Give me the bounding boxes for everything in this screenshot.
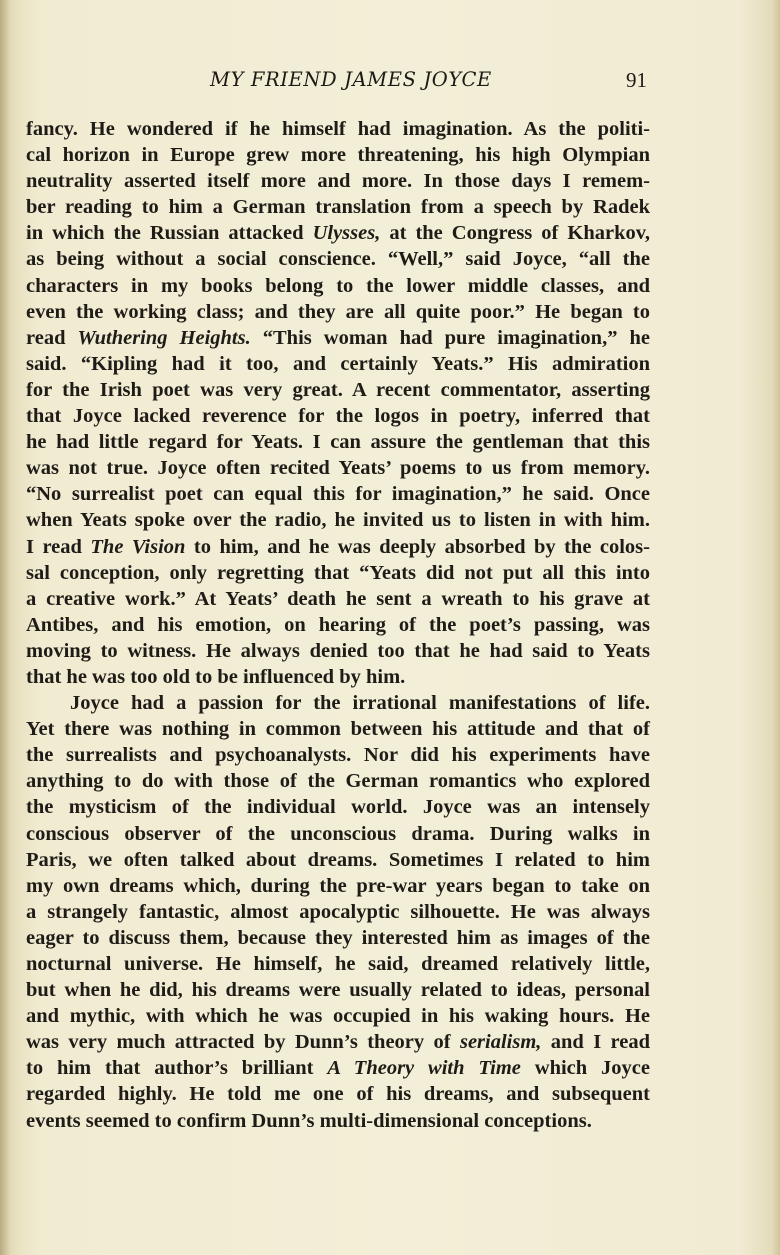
running-head: MY FRIEND JAMES JOYCE [210, 68, 492, 91]
italic-title: A Theory with Time [327, 1057, 521, 1080]
text-line: I read The Vision to him, and he was deeply absorbed by the colos- [26, 535, 650, 558]
text-line: my own dreams which, during the pre-war years began to take on [26, 874, 650, 897]
text-line: he had little regard for Yeats. I can assure the gentleman that this [26, 431, 650, 454]
text-line: even the working class; and they are all quite poor.” He began to [26, 300, 650, 323]
text-line: a strangely fantastic, almost apocalyptic silhouette. He was always [26, 900, 650, 923]
text-line: as being without a social conscience. “Well,” said Joyce, “all the [26, 248, 650, 271]
text-line: characters in my books belong to the lower middle classes, and [26, 274, 650, 297]
italic-title: Ulysses, [312, 222, 381, 245]
text-line: was not true. Joyce often recited Yeats’ poems to us from memory. [26, 457, 650, 480]
text-line: nocturnal universe. He himself, he said, dreamed relatively little, [26, 953, 650, 975]
italic-title: The Vision [90, 535, 186, 558]
gutter-shadow [0, 0, 10, 1255]
text-line: was very much attracted by Dunn’s theory of serialism, and I read [26, 1031, 651, 1054]
text-line: anything to do with those of the German romantics who explored [26, 770, 650, 793]
text-line: and mythic, with which he was occupied in his waking hours. He [26, 1005, 650, 1028]
page-header [0, 68, 780, 100]
paragraph [26, 116, 650, 690]
text-line: neutrality asserted itself more and more. In those days I remem- [26, 170, 650, 193]
italic-title: serialism, [459, 1031, 542, 1054]
text-line: Yet there was nothing in common between his attitude and that of [26, 718, 650, 741]
text-line: ber reading to him a German translation from a speech by Radek [26, 196, 650, 219]
text-line: in which the Russian attacked Ulysses, at the Congress of Kharkov, [26, 222, 650, 245]
text-line: said. “Kipling had it too, and certainly Yeats.” His admiration [26, 352, 650, 375]
body-text [26, 116, 650, 1134]
text-line: read Wuthering Heights. “This woman had pure imagination,” he [26, 326, 650, 349]
text-line: “No surrealist poet can equal this for imagination,” he said. Once [26, 483, 650, 506]
text-line: fancy. He wondered if he himself had imagination. As the politi- [26, 118, 650, 140]
paragraph [26, 690, 650, 1134]
page-number: 91 [626, 68, 647, 92]
text-line: cal horizon in Europe grew more threatening, his high Olympian [26, 144, 650, 167]
text-line: that he was too old to be influenced by him. [26, 665, 406, 688]
text-line: for the Irish poet was very great. A recent commentator, asserting [26, 378, 650, 401]
text-line: Joyce had a passion for the irrational manifestations of life. [70, 692, 650, 715]
text-line: regarded highly. He told me one of his dreams, and subsequent [26, 1083, 650, 1106]
text-line: to him that author’s brilliant A Theory with Time which Joyce [26, 1057, 651, 1080]
text-line: that Joyce lacked reverence for the logos in poetry, inferred that [26, 405, 650, 428]
text-line: eager to discuss them, because they interested him as images of the [26, 926, 650, 949]
text-line: the surrealists and psychoanalysts. Nor did his experiments have [26, 744, 650, 767]
text-line: conscious observer of the unconscious drama. During walks in [26, 822, 650, 845]
text-line: the mysticism of the individual world. Joyce was an intensely [26, 796, 650, 819]
text-line: but when he did, his dreams were usually related to ideas, personal [26, 979, 650, 1002]
text-line: a creative work.” At Yeats’ death he sent a wreath to his grave at [26, 587, 650, 610]
italic-title: Wuthering Heights. [77, 326, 251, 349]
text-line: when Yeats spoke over the radio, he invited us to listen in with him. [26, 509, 650, 532]
text-line: Antibes, and his emotion, on hearing of the poet’s passing, was [26, 613, 650, 636]
text-line: Paris, we often talked about dreams. Sometimes I related to him [26, 848, 650, 871]
text-line: moving to witness. He always denied too that he had said to Yeats [26, 639, 650, 662]
text-line: events seemed to confirm Dunn’s multi-dimensional conceptions. [26, 1109, 592, 1132]
text-line: sal conception, only regretting that “Yeats did not put all this into [26, 561, 650, 584]
